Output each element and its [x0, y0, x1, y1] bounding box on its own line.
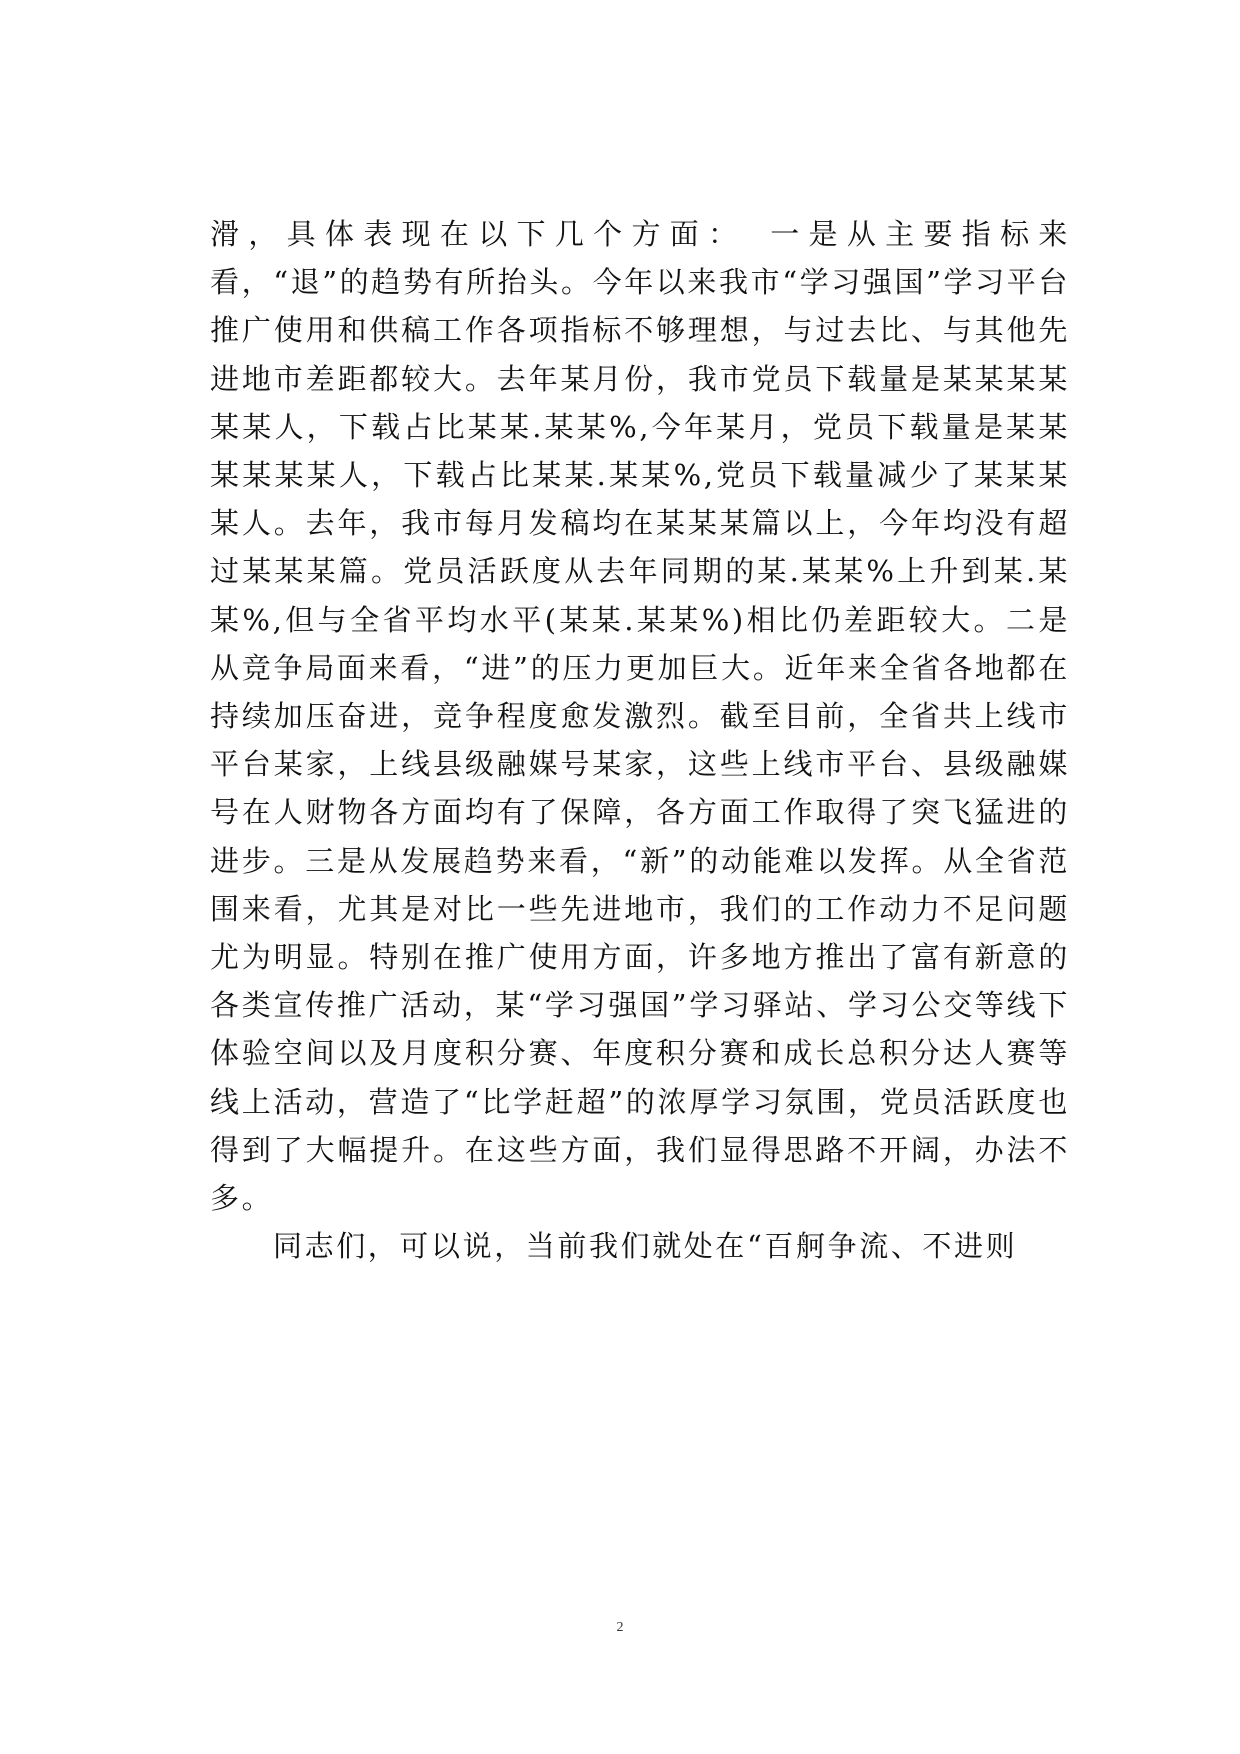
paragraph-continued: 同志们，可以说，当前我们就处在“百舸争流、不进则: [273, 1229, 1018, 1264]
page-number: 2: [616, 1620, 624, 1635]
document-body: [210, 210, 1070, 1270]
paragraph-main: 滑，具体表现在以下几个方面： 一是从主要指标来看，“退”的趋势有所抬头。今年以来我市“学习强国”学习平台推广使用和供稿工作各项指标不够理想，与过去比、与其他先进地市差距都较大。去年某月份，我市党员下载量是某某某某某某人，下载占比某某.某某%,今年某月，党员下载量是某某某某某某人，下载占比某某.某某%,党员下载量减少了某某某某人。去年，我市每月发稿均在某某某篇以上，今年均没有超过某某某篇。党员活跃度从去年同期的某.某某%上升到某.某某%,但与全省平均水平(某某.某某%)相比仍差距较大。二是从竞争局面来看，“进”的压力更加巨大。近年来全省各地都在持续加压奋进，竞争程度愈发激烈。截至目前，全省共上线市平台某家，上线县级融媒号某家，这些上线市平台、县级融媒号在人财物各方面均有了保障，各方面工作取得了突飞猛进的进步。三是从发展趋势来看，“新”的动能难以发挥。从全省范围来看，尤其是对比一些先进地市，我们的工作动力不足问题尤为明显。特别在推广使用方面，许多地方推出了富有新意的各类宣传推广活动，某“学习强国”学习驿站、学习公交等线下体验空间以及月度积分赛、年度积分赛和成长总积分达人赛等线上活动，营造了“比学赶超”的浓厚学习氛围，党员活跃度也得到了大幅提升。在这些方面，我们显得思路不开阔，办法不多。: [210, 217, 1070, 1216]
